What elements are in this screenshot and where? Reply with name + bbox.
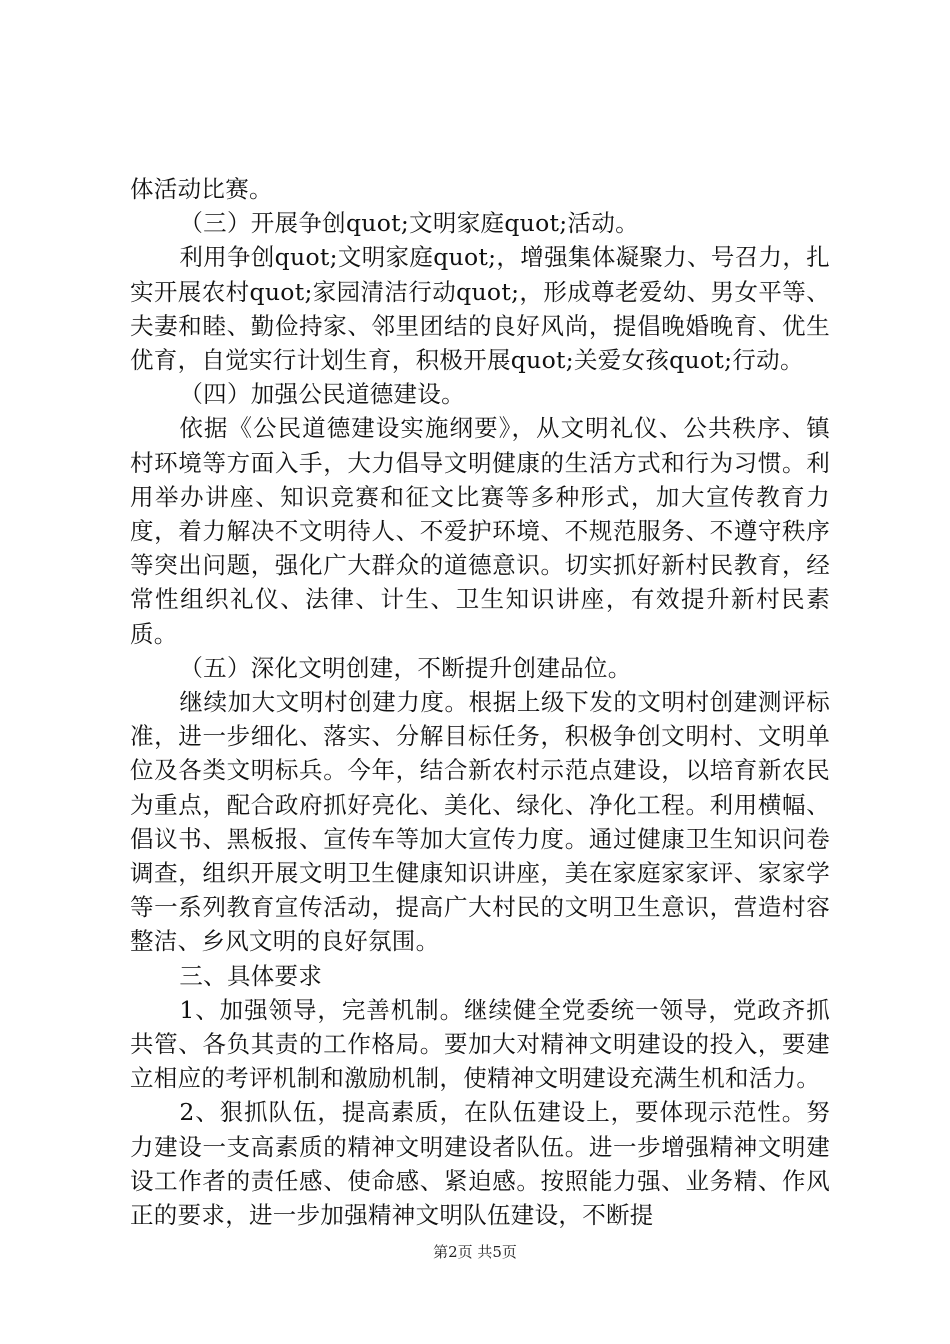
- document-body: [130, 172, 830, 1232]
- paragraph: 2、狠抓队伍，提高素质，在队伍建设上，要体现示范性。努力建设一支高素质的精神文明建设者队伍。进一步增强精神文明建设工作者的责任感、使命感、紧迫感。按照能力强、业务精、作风正的要求，进一步加强精神文明队伍建设，不断提: [130, 1098, 830, 1230]
- section-heading-requirements: 三、具体要求: [179, 961, 323, 990]
- section-heading-5: （五）深化文明创建，不断提升创建品位。: [179, 653, 632, 682]
- paragraph-continuation: 体活动比赛。: [130, 175, 273, 203]
- paragraph: 继续加大文明村创建力度。根据上级下发的文明村创建测评标准，进一步细化、落实、分解目标任务，积极争创文明村、文明单位及各类文明标兵。今年，结合新农村示范点建设，以培育新农民为重点，配合政府抓好亮化、美化、绿化、净化工程。利用横幅、倡议书、黑板报、宣传车等加大宣传力度。通过健康卫生知识问卷调查，组织开展文明卫生健康知识讲座，美在家庭家家评、家家学等一系列教育宣传活动，提高广大村民的文明卫生意识，营造村容整洁、乡风文明的良好氛围。: [130, 688, 830, 956]
- section-heading-4: （四）加强公民道德建设。: [179, 380, 465, 409]
- paragraph: 1、加强领导，完善机制。继续健全党委统一领导，党政齐抓共管、各负其责的工作格局。要加大对精神文明建设的投入，要建立相应的考评机制和激励机制，使精神文明建设充满生机和活力。: [130, 995, 830, 1093]
- section-heading-3: （三）开展争创quot;文明家庭quot;活动。: [179, 209, 639, 238]
- page-number-footer: 第2页 共5页: [433, 1243, 517, 1261]
- paragraph: 依据《公民道德建设实施纲要》，从文明礼仪、公共秩序、镇村环境等方面入手，大力倡导文明健康的生活方式和行为习惯。利用举办讲座、知识竞赛和征文比赛等多种形式，加大宣传教育力度，着力解决不文明待人、不爱护环境、不规范服务、不遵守秩序等突出问题，强化广大群众的道德意识。切实抓好新村民教育，经常性组织礼仪、法律、计生、卫生知识讲座，有效提升新村民素质。: [130, 414, 830, 648]
- paragraph: 利用争创quot;文明家庭quot;，增强集体凝聚力、号召力，扎实开展农村quot;家园清洁行动quot;，形成尊老爱幼、男女平等、夫妻和睦、勤俭持家、邻里团结的良好风尚，提倡晚婚晚育、优生优育，自觉实行计划生育，积极开展quot;关爱女孩quot;行动。: [130, 243, 830, 375]
